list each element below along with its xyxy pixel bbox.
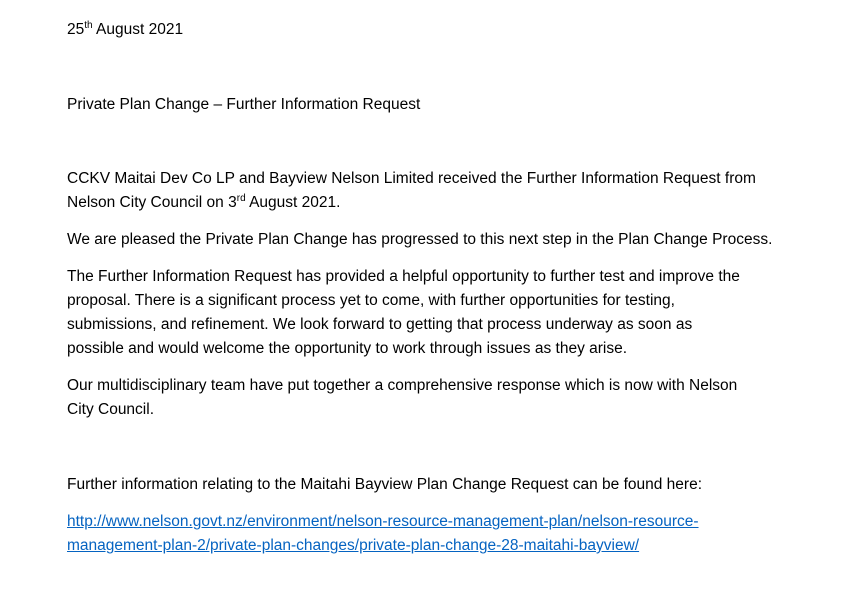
letter-subject: Private Plan Change – Further Information Request — [67, 96, 421, 113]
paragraph-further-info: Further information relating to the Maitahi Bayview Plan Change Request can be found here: — [67, 476, 703, 493]
plan-change-link-block — [67, 510, 699, 558]
paragraph-line: proposal. There is a significant process yet to come, with further opportunities for testing, — [67, 292, 675, 309]
paragraph-line — [67, 191, 756, 215]
link-line — [67, 534, 699, 558]
date-rest: August 2021 — [92, 21, 184, 38]
paragraph-line: submissions, and refinement. We look forward to getting that process underway as soon as — [67, 316, 693, 333]
paragraph-pleased: We are pleased the Private Plan Change has progressed to this next step in the Plan Change Process. — [67, 231, 773, 248]
date-day-suffix: th — [84, 20, 93, 31]
paragraph-received — [67, 167, 756, 215]
paragraph-line: CCKV Maitai Dev Co LP and Bayview Nelson Limited received the Further Information Request from — [67, 170, 756, 187]
paragraph-team-response — [67, 374, 737, 422]
paragraph-line: possible and would welcome the opportunity to work through issues as they arise. — [67, 340, 628, 357]
link-line — [67, 510, 699, 534]
paragraph-opportunity — [67, 265, 740, 361]
para1-line2-pre: Nelson City Council on 3 — [67, 194, 237, 211]
paragraph-line: Our multidisciplinary team have put together a comprehensive response which is now with Nelson — [67, 377, 738, 394]
paragraph-line: City Council. — [67, 401, 154, 418]
para1-line2-suffix: rd — [236, 193, 246, 204]
letter-date — [67, 18, 183, 42]
plan-change-link[interactable]: http://www.nelson.govt.nz/environment/nelson-resource-management-plan/nelson-resource- — [67, 513, 699, 530]
date-day: 25 — [67, 21, 85, 38]
para1-line2-post: August 2021. — [245, 194, 341, 211]
paragraph-line: The Further Information Request has provided a helpful opportunity to further test and improve the — [67, 268, 740, 285]
plan-change-link-continued[interactable]: management-plan-2/private-plan-changes/private-plan-change-28-maitahi-bayview/ — [67, 537, 640, 554]
